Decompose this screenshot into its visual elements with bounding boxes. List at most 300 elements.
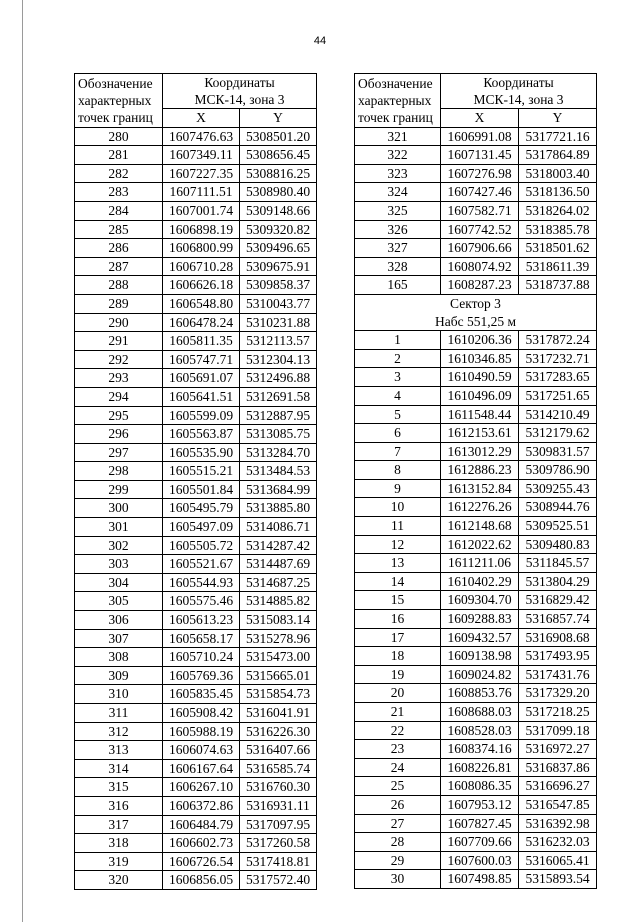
table-row (75, 406, 317, 425)
table-row (75, 332, 317, 351)
x-coordinate-cell: 1605811.35 (163, 332, 240, 351)
point-number-cell: 283 (75, 183, 163, 202)
table-row (75, 852, 317, 871)
x-coordinate-cell: 1609138.98 (441, 647, 519, 666)
x-coordinate-cell: 1608374.16 (441, 740, 519, 759)
x-coordinate-cell: 1606898.19 (163, 220, 240, 239)
table-row (355, 628, 597, 647)
table-row (75, 778, 317, 797)
y-coordinate-cell: 5313804.29 (519, 572, 597, 591)
table-row (75, 834, 317, 853)
y-coordinate-cell: 5316407.66 (240, 741, 317, 760)
x-coordinate-cell: 1606548.80 (163, 294, 240, 313)
point-number-cell: 287 (75, 257, 163, 276)
y-coordinate-cell: 5314687.25 (240, 573, 317, 592)
point-number-cell: 323 (355, 164, 441, 183)
y-coordinate-cell: 5316837.86 (519, 758, 597, 777)
point-number-cell: 284 (75, 201, 163, 220)
sector-subtitle: Набс 551,25 м (434, 313, 517, 329)
x-coordinate-cell: 1605521.67 (163, 555, 240, 574)
y-coordinate-cell: 5318264.02 (519, 201, 597, 220)
x-coordinate-cell: 1607227.35 (163, 164, 240, 183)
table-row (355, 777, 597, 796)
table-row (75, 592, 317, 611)
y-coordinate-cell: 5316232.03 (519, 833, 597, 852)
x-coordinate-cell: 1605769.36 (163, 666, 240, 685)
y-coordinate-cell: 5316041.91 (240, 704, 317, 723)
y-coordinate-cell: 5315083.14 (240, 611, 317, 630)
table-row (355, 127, 597, 146)
point-number-cell: 4 (355, 386, 441, 405)
point-number-cell: 22 (355, 721, 441, 740)
y-coordinate-cell: 5317099.18 (519, 721, 597, 740)
y-coordinate-cell: 5317572.40 (240, 871, 317, 890)
table-row (355, 814, 597, 833)
point-number-cell: 288 (75, 276, 163, 295)
point-number-cell: 25 (355, 777, 441, 796)
x-column-header: X (441, 109, 519, 128)
y-coordinate-cell: 5309148.66 (240, 201, 317, 220)
point-number-cell: 17 (355, 628, 441, 647)
x-coordinate-cell: 1605575.46 (163, 592, 240, 611)
point-number-cell: 5 (355, 405, 441, 424)
y-coordinate-cell: 5312113.57 (240, 332, 317, 351)
x-coordinate-cell: 1606602.73 (163, 834, 240, 853)
table-row (355, 740, 597, 759)
y-coordinate-cell: 5316931.11 (240, 796, 317, 815)
table-row (75, 239, 317, 258)
y-coordinate-cell: 5312304.13 (240, 350, 317, 369)
x-coordinate-cell: 1612022.62 (441, 535, 519, 554)
point-number-cell: 314 (75, 759, 163, 778)
x-coordinate-cell: 1611211.06 (441, 554, 519, 573)
table-row (75, 499, 317, 518)
point-number-cell: 7 (355, 442, 441, 461)
point-number-cell: 305 (75, 592, 163, 611)
point-number-cell: 280 (75, 127, 163, 146)
table-body-right-top (355, 127, 597, 294)
y-coordinate-cell: 5309831.57 (519, 442, 597, 461)
x-coordinate-cell: 1611548.44 (441, 405, 519, 424)
y-coordinate-cell: 5316857.74 (519, 610, 597, 629)
table-row (355, 479, 597, 498)
x-coordinate-cell: 1607111.51 (163, 183, 240, 202)
point-number-cell: 312 (75, 722, 163, 741)
table-row (75, 201, 317, 220)
table-row (75, 127, 317, 146)
x-coordinate-cell: 1607709.66 (441, 833, 519, 852)
table-row (75, 257, 317, 276)
y-coordinate-cell: 5310043.77 (240, 294, 317, 313)
table-body-left (75, 127, 317, 889)
x-coordinate-cell: 1607476.63 (163, 127, 240, 146)
point-number-cell: 10 (355, 498, 441, 517)
point-number-cell: 318 (75, 834, 163, 853)
x-coordinate-cell: 1607498.85 (441, 870, 519, 889)
table-row (75, 648, 317, 667)
designation-line: Обозначение (358, 75, 433, 91)
point-number-cell: 18 (355, 647, 441, 666)
y-coordinate-cell: 5314487.69 (240, 555, 317, 574)
table-row (75, 369, 317, 388)
table-row (355, 721, 597, 740)
x-coordinate-cell: 1605497.09 (163, 518, 240, 537)
x-coordinate-cell: 1610496.09 (441, 386, 519, 405)
coordinates-line: МСК-14, зона 3 (473, 92, 564, 107)
point-number-cell: 289 (75, 294, 163, 313)
sector-title: Сектор 3 (450, 295, 501, 311)
x-coordinate-cell: 1607349.11 (163, 146, 240, 165)
x-coordinate-cell: 1613012.29 (441, 442, 519, 461)
table-row (75, 629, 317, 648)
table-row (75, 815, 317, 834)
designation-line: характерных (78, 92, 152, 108)
table-row (75, 183, 317, 202)
y-coordinate-cell: 5314210.49 (519, 405, 597, 424)
x-coordinate-cell: 1608688.03 (441, 703, 519, 722)
table-row (355, 572, 597, 591)
table-row (355, 257, 597, 276)
point-number-cell: 317 (75, 815, 163, 834)
point-number-cell: 319 (75, 852, 163, 871)
x-coordinate-cell: 1606710.28 (163, 257, 240, 276)
table-row (355, 498, 597, 517)
coordinates-line: Координаты (204, 75, 275, 90)
table-row (355, 424, 597, 443)
x-coordinate-cell: 1610206.36 (441, 331, 519, 350)
y-coordinate-cell: 5309480.83 (519, 535, 597, 554)
point-number-cell: 296 (75, 425, 163, 444)
x-coordinate-cell: 1605835.45 (163, 685, 240, 704)
y-coordinate-cell: 5309320.82 (240, 220, 317, 239)
y-coordinate-cell: 5312496.88 (240, 369, 317, 388)
y-coordinate-cell: 5315854.73 (240, 685, 317, 704)
point-number-cell: 11 (355, 517, 441, 536)
point-number-cell: 325 (355, 201, 441, 220)
x-coordinate-cell: 1607276.98 (441, 164, 519, 183)
y-coordinate-cell: 5313885.80 (240, 499, 317, 518)
table-row (355, 703, 597, 722)
table-row (355, 368, 597, 387)
point-number-cell: 293 (75, 369, 163, 388)
y-coordinate-cell: 5308980.40 (240, 183, 317, 202)
table-row (75, 759, 317, 778)
x-coordinate-cell: 1605658.17 (163, 629, 240, 648)
point-number-cell: 316 (75, 796, 163, 815)
point-number-cell: 281 (75, 146, 163, 165)
y-coordinate-cell: 5313684.99 (240, 480, 317, 499)
designation-line: точек границ (78, 109, 153, 125)
table-row (75, 871, 317, 890)
y-coordinate-cell: 5316547.85 (519, 795, 597, 814)
point-number-cell: 285 (75, 220, 163, 239)
x-coordinate-cell: 1606626.18 (163, 276, 240, 295)
y-coordinate-cell: 5317260.58 (240, 834, 317, 853)
point-number-cell: 298 (75, 462, 163, 481)
x-coordinate-cell: 1607827.45 (441, 814, 519, 833)
point-number-cell: 328 (355, 257, 441, 276)
table-row (355, 276, 597, 295)
y-coordinate-cell: 5309786.90 (519, 461, 597, 480)
designation-line: характерных (358, 92, 432, 108)
y-coordinate-cell: 5318003.40 (519, 164, 597, 183)
point-number-cell: 13 (355, 554, 441, 573)
table-row (75, 146, 317, 165)
table-row (75, 741, 317, 760)
y-coordinate-cell: 5316908.68 (519, 628, 597, 647)
table-row (75, 573, 317, 592)
point-number-cell: 2 (355, 349, 441, 368)
y-coordinate-cell: 5309255.43 (519, 479, 597, 498)
x-coordinate-cell: 1607953.12 (441, 795, 519, 814)
point-number-cell: 14 (355, 572, 441, 591)
point-number-cell: 21 (355, 703, 441, 722)
y-coordinate-cell: 5317418.81 (240, 852, 317, 871)
coordinates-header (163, 74, 317, 109)
x-coordinate-cell: 1606478.24 (163, 313, 240, 332)
x-coordinate-cell: 1606074.63 (163, 741, 240, 760)
x-coordinate-cell: 1606726.54 (163, 852, 240, 871)
x-coordinate-cell: 1608086.35 (441, 777, 519, 796)
point-number-cell: 15 (355, 591, 441, 610)
point-number-cell: 308 (75, 648, 163, 667)
point-number-cell: 324 (355, 183, 441, 202)
table-row (355, 405, 597, 424)
table-row (75, 350, 317, 369)
y-coordinate-cell: 5308944.76 (519, 498, 597, 517)
x-coordinate-cell: 1606167.64 (163, 759, 240, 778)
y-coordinate-cell: 5318501.62 (519, 239, 597, 258)
x-coordinate-cell: 1609304.70 (441, 591, 519, 610)
table-row (75, 294, 317, 313)
point-number-cell: 1 (355, 331, 441, 350)
y-coordinate-cell: 5315278.96 (240, 629, 317, 648)
point-number-cell: 286 (75, 239, 163, 258)
y-coordinate-cell: 5316760.30 (240, 778, 317, 797)
point-number-cell: 311 (75, 704, 163, 723)
coordinates-line: МСК-14, зона 3 (194, 92, 285, 107)
coordinates-line: Координаты (483, 75, 554, 90)
coordinates-header (441, 74, 597, 109)
table-row (355, 758, 597, 777)
point-number-cell: 303 (75, 555, 163, 574)
table-row (75, 666, 317, 685)
table-row (75, 555, 317, 574)
y-coordinate-cell: 5317431.76 (519, 665, 597, 684)
table-row (355, 870, 597, 889)
x-coordinate-cell: 1606800.99 (163, 239, 240, 258)
x-coordinate-cell: 1605505.72 (163, 536, 240, 555)
table-row (75, 220, 317, 239)
y-coordinate-cell: 5314287.42 (240, 536, 317, 555)
y-coordinate-cell: 5316972.27 (519, 740, 597, 759)
x-coordinate-cell: 1607906.66 (441, 239, 519, 258)
point-number-cell: 23 (355, 740, 441, 759)
table-row (355, 610, 597, 629)
x-coordinate-cell: 1605988.19 (163, 722, 240, 741)
point-number-cell: 291 (75, 332, 163, 351)
y-coordinate-cell: 5317232.71 (519, 349, 597, 368)
table-row (75, 313, 317, 332)
point-number-cell: 24 (355, 758, 441, 777)
x-coordinate-cell: 1612276.26 (441, 498, 519, 517)
point-number-cell: 29 (355, 851, 441, 870)
y-coordinate-cell: 5318136.50 (519, 183, 597, 202)
y-coordinate-cell: 5315473.00 (240, 648, 317, 667)
y-coordinate-cell: 5308816.25 (240, 164, 317, 183)
table-row (75, 518, 317, 537)
y-coordinate-cell: 5315665.01 (240, 666, 317, 685)
table-row (75, 722, 317, 741)
y-coordinate-cell: 5317872.24 (519, 331, 597, 350)
x-coordinate-cell: 1612153.61 (441, 424, 519, 443)
point-number-cell: 8 (355, 461, 441, 480)
x-coordinate-cell: 1610490.59 (441, 368, 519, 387)
table-row (355, 386, 597, 405)
y-coordinate-cell: 5316696.27 (519, 777, 597, 796)
x-coordinate-cell: 1605613.23 (163, 611, 240, 630)
table-row (355, 851, 597, 870)
point-number-cell: 26 (355, 795, 441, 814)
table-row (355, 554, 597, 573)
table-row (355, 535, 597, 554)
point-number-cell: 9 (355, 479, 441, 498)
coordinates-table-left (74, 73, 317, 890)
x-coordinate-cell: 1606372.86 (163, 796, 240, 815)
sector-header (355, 294, 597, 330)
point-number-cell: 315 (75, 778, 163, 797)
x-coordinate-cell: 1606267.10 (163, 778, 240, 797)
y-coordinate-cell: 5313484.53 (240, 462, 317, 481)
table-row (75, 536, 317, 555)
point-number-cell: 19 (355, 665, 441, 684)
point-number-cell: 295 (75, 406, 163, 425)
table-row (75, 164, 317, 183)
x-coordinate-cell: 1605641.51 (163, 387, 240, 406)
table-row (355, 795, 597, 814)
y-coordinate-cell: 5309858.37 (240, 276, 317, 295)
y-coordinate-cell: 5309675.91 (240, 257, 317, 276)
table-row (75, 685, 317, 704)
x-coordinate-cell: 1607427.46 (441, 183, 519, 202)
point-number-cell: 3 (355, 368, 441, 387)
y-coordinate-cell: 5317721.16 (519, 127, 597, 146)
point-number-cell: 326 (355, 220, 441, 239)
x-coordinate-cell: 1608226.81 (441, 758, 519, 777)
table-row (75, 462, 317, 481)
y-coordinate-cell: 5316585.74 (240, 759, 317, 778)
x-coordinate-cell: 1608528.03 (441, 721, 519, 740)
x-coordinate-cell: 1605908.42 (163, 704, 240, 723)
y-coordinate-cell: 5317218.25 (519, 703, 597, 722)
y-coordinate-cell: 5318737.88 (519, 276, 597, 295)
table-row (355, 591, 597, 610)
x-coordinate-cell: 1607001.74 (163, 201, 240, 220)
y-coordinate-cell: 5318385.78 (519, 220, 597, 239)
point-number-cell: 27 (355, 814, 441, 833)
y-coordinate-cell: 5309496.65 (240, 239, 317, 258)
table-row (75, 425, 317, 444)
table-row (355, 220, 597, 239)
table-row (75, 611, 317, 630)
x-coordinate-cell: 1613152.84 (441, 479, 519, 498)
y-coordinate-cell: 5308656.45 (240, 146, 317, 165)
x-coordinate-cell: 1607131.45 (441, 146, 519, 165)
point-number-cell: 322 (355, 146, 441, 165)
table-body-right-bottom (355, 331, 597, 889)
table-row (355, 201, 597, 220)
point-number-cell: 310 (75, 685, 163, 704)
table-row (355, 146, 597, 165)
x-coordinate-cell: 1608287.23 (441, 276, 519, 295)
x-coordinate-cell: 1610402.29 (441, 572, 519, 591)
y-coordinate-cell: 5311845.57 (519, 554, 597, 573)
point-number-cell: 6 (355, 424, 441, 443)
x-coordinate-cell: 1605710.24 (163, 648, 240, 667)
x-coordinate-cell: 1607600.03 (441, 851, 519, 870)
y-coordinate-cell: 5308501.20 (240, 127, 317, 146)
y-coordinate-cell: 5312887.95 (240, 406, 317, 425)
table-row (355, 665, 597, 684)
table-row (355, 461, 597, 480)
point-number-cell: 294 (75, 387, 163, 406)
point-number-cell: 302 (75, 536, 163, 555)
designation-line: Обозначение (78, 75, 153, 91)
table-row (355, 349, 597, 368)
x-coordinate-cell: 1605544.93 (163, 573, 240, 592)
table-row (355, 331, 597, 350)
point-number-cell: 301 (75, 518, 163, 537)
x-coordinate-cell: 1608853.76 (441, 684, 519, 703)
point-number-cell: 20 (355, 684, 441, 703)
x-coordinate-cell: 1612148.68 (441, 517, 519, 536)
point-number-cell: 320 (75, 871, 163, 890)
y-column-header: Y (519, 109, 597, 128)
y-coordinate-cell: 5316392.98 (519, 814, 597, 833)
point-number-cell: 292 (75, 350, 163, 369)
y-coordinate-cell: 5317493.95 (519, 647, 597, 666)
table-row (355, 239, 597, 258)
y-coordinate-cell: 5310231.88 (240, 313, 317, 332)
y-coordinate-cell: 5312179.62 (519, 424, 597, 443)
x-coordinate-cell: 1610346.85 (441, 349, 519, 368)
x-coordinate-cell: 1605495.79 (163, 499, 240, 518)
x-coordinate-cell: 1605599.09 (163, 406, 240, 425)
y-column-header: Y (240, 109, 317, 128)
x-coordinate-cell: 1609432.57 (441, 628, 519, 647)
page-edge-line (22, 0, 23, 922)
y-coordinate-cell: 5317329.20 (519, 684, 597, 703)
page-number: 44 (313, 35, 327, 47)
point-number-cell: 300 (75, 499, 163, 518)
x-coordinate-cell: 1608074.92 (441, 257, 519, 276)
y-coordinate-cell: 5317864.89 (519, 146, 597, 165)
table-row (355, 517, 597, 536)
table-row (355, 164, 597, 183)
table-row (75, 796, 317, 815)
y-coordinate-cell: 5317097.95 (240, 815, 317, 834)
point-number-cell: 321 (355, 127, 441, 146)
y-coordinate-cell: 5316829.42 (519, 591, 597, 610)
x-coordinate-cell: 1605535.90 (163, 443, 240, 462)
x-coordinate-cell: 1612886.23 (441, 461, 519, 480)
point-number-cell: 16 (355, 610, 441, 629)
y-coordinate-cell: 5314086.71 (240, 518, 317, 537)
point-number-cell: 307 (75, 629, 163, 648)
point-number-cell: 299 (75, 480, 163, 499)
table-row (355, 442, 597, 461)
x-coordinate-cell: 1605515.21 (163, 462, 240, 481)
